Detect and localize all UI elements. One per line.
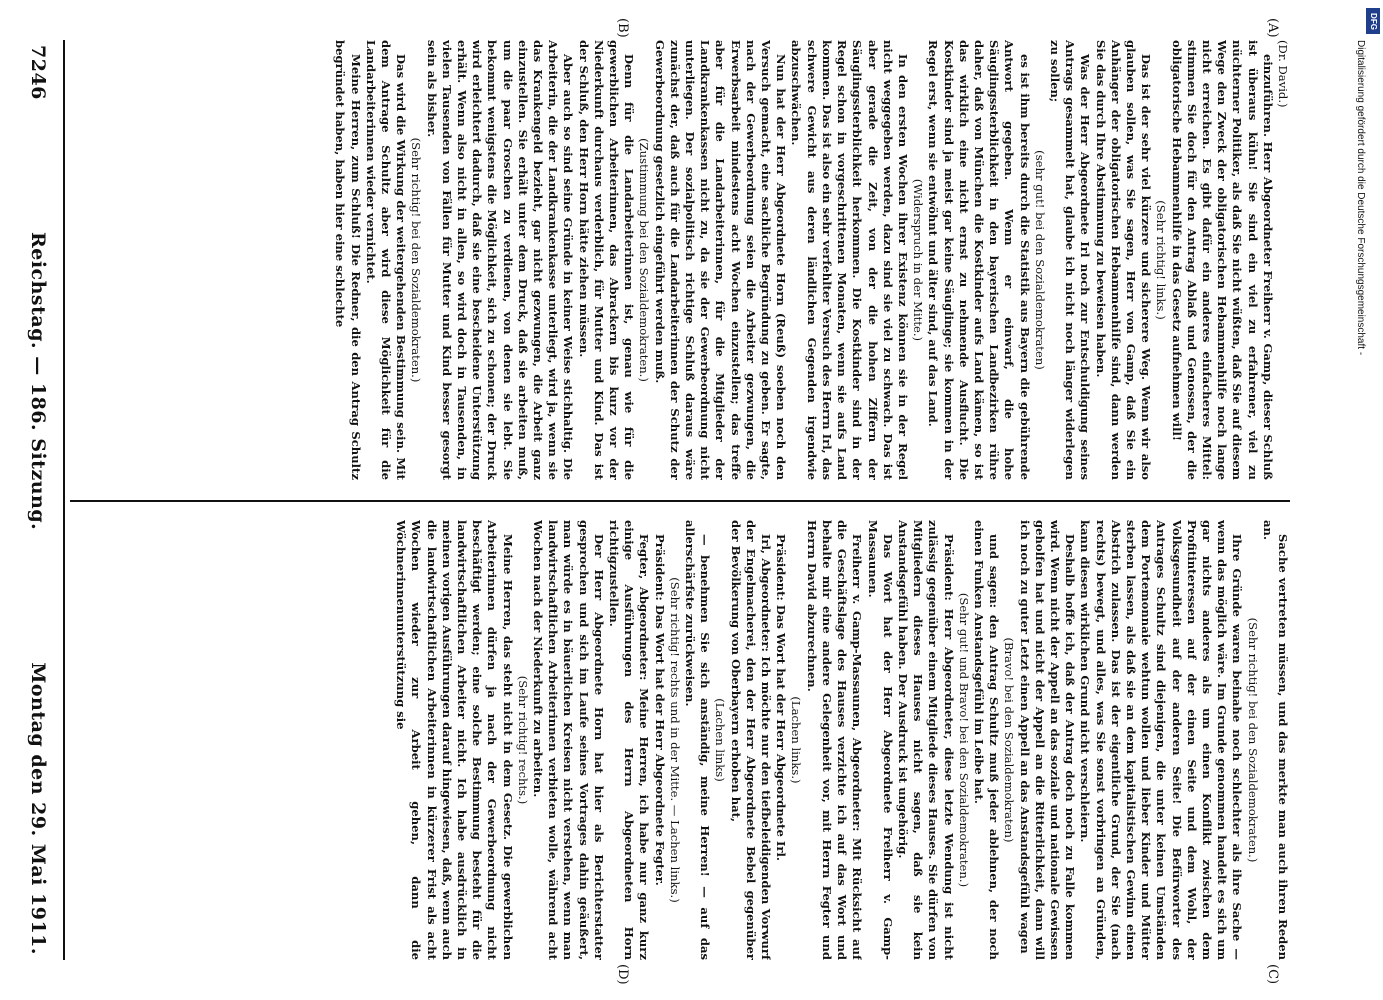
paragraph: Meine Herren, zum Schluß! Die Redner, die den Antrag Schultz begründet haben, haben hier eine schlechte xyxy=(333,40,363,480)
interjection: (Sehr richtig! rechts.) xyxy=(515,675,530,805)
paragraph: und sagen: den Antrag Schultz muß jeder ablehnen, der noch einen Funken Anstandsgefühl im Leibe hat. xyxy=(971,520,1002,960)
interjection: (Sehr gut! und Bravo! bei den Sozialdemokraten.) xyxy=(956,592,971,888)
paragraph: Das Wort hat der Herr Abgeordnete Freiherr v. Gamp-Massaunen. xyxy=(865,520,895,960)
paragraph: Präsident: Herr Abgeordneter, diese letzte Wendung ist nicht zulässig gegenüber einem Mitgliede dieses Hauses. Sie dürfen von Mitgliedern dieses Hauses nicht sagen, daß sie kein Anstandsgefühl haben. Der Ausdruck ist ungehörig. xyxy=(895,520,956,960)
paragraph: Sache vertreten müssen, und das merkte man auch ihren Reden an. xyxy=(1260,520,1290,960)
paragraph: Irl, Abgeordneter: Ich möchte nur den tiefbeleidigenden Vorwurf der Engelmacherei, den der Herr Abgeordnete Bebel gegenüber der Bevölkerung von Oberbayern erhoben hat, xyxy=(728,520,774,960)
speaker-tag: (Dr. David.) xyxy=(1276,40,1290,108)
interjection: (Zustimmung bei den Sozialdemokraten.) xyxy=(637,138,652,382)
margin-label-d: (D) xyxy=(615,964,630,985)
paragraph: In den ersten Wochen ihrer Existenz können sie in der Regel nicht weggegeben werden, dazu sind sie viel zu schwach. Das ist aber gerade die Zeit, von der die hohen Ziffern der Säuglingssterblichkeit herkommen. Die Kostkinder sind in der Regel schon in vorgeschrittenen Monaten, wenn sie aufs Land kommen. Das ist also ein sehr verfehlter Versuch des Herrn Irl, das schwere Gewicht aus deren ländlichen Gegenden irgendwie abzuschwächen. xyxy=(789,40,910,480)
digitization-credit: Digitalisierung gefördert durch die Deutsche Forschungsgemeinschaft - xyxy=(1355,40,1366,356)
interjection: (Lachen links) xyxy=(713,698,728,782)
paragraph: — benehmen Sie sich anständig, meine Herren! — auf das allerschärfste zurückweisen. xyxy=(683,520,713,960)
paragraph: Denn für die Landarbeiterinnen ist, genau wie für die gewerblichen Arbeiterinnen, das Abrackern bis kurz vor der Niederkunft durchaus verderblich, für Mutter und Kind. Das ist der Schluß, den Herr Horn hätte ziehen müssen. xyxy=(576,40,637,480)
paragraph: Aber auch so sind seine Gründe in keiner Weise stichhaltig. Die Arbeiterin, die der Landkrankenkasse unterliegt, wird ja, wenn sie das Krankengeld bezieht, gar nicht gezwungen, die Arbeit ganz einzustellen. Sie erhält unter dem Druck, daß sie arbeiten muß, um die paar Groschen zu verdienen, von denen sie lebt. Sie bekommt wenigstens die Möglichkeit, sich zu schonen; der Druck wird erleichtert dadurch, daß sie eine bescheidene Unterstützung erhält. Wenn also nicht in allen, so wird doch in Tausenden, in vielen Tausenden von Fällen für Mutter und Kind besser gesorgt sein als bisher. xyxy=(424,40,576,480)
paragraph: es ist ihm bereits durch die Statistik aus Bayern die gebührende Antwort gegeben. Wenn er einwarf, die hohe Säuglingssterblichkeit in den bayerischen Landbezirken rühre daher, daß von München die Kostkinder aufs Land kämen, so ist das wirklich eine nicht ernst zu nehmende Ausflucht. Die Kostkinder sind ja meist gar keine Säuglinge; sie kommen in der Regel erst, wenn sie entwöhnt und älter sind, auf das Land. xyxy=(926,40,1032,480)
interjection: (Widerspruch in der Mitte.) xyxy=(911,178,926,342)
interjection: (sehr gut! bei den Sozialdemokraten) xyxy=(1032,150,1047,370)
interjection: (Sehr richtig! rechts und in der Mitte. — Lachen links.) xyxy=(667,577,682,903)
page-number: 7246 xyxy=(27,45,49,100)
interjection: (Sehr richtig! links.) xyxy=(1154,200,1169,320)
paragraph: Präsident: Das Wort hat der Herr Abgeordnete Irl. xyxy=(774,534,789,861)
paragraph: Ihre Gründe waren beinahe noch schlechter als ihre Sache — wenn das möglich wäre. Im Grunde genommen handelt es sich um gar nichts anderes als um einen Konflikt zwischen dem Profitinteressen auf der einen Seite und dem Wohl, der Volksgesundheit auf der anderen Seite! Die Befürworter des Antrages Schultz sind diejenigen, die unter keinen Umständen dem Portemonnaie wehtun wollen und lieber Kinder und Mütter sterben lassen, als daß sie an dem kapitalistischen Gewinn einen Abstrich zulassen. Das ist der eigentliche Grund, der Sie (nach rechts) bewegt, und alles, was Sie sonst vorbringen an Gründen, kann diesen wirklichen Grund nicht verschleiern. xyxy=(1078,520,1245,960)
left-column xyxy=(70,40,1290,480)
margin-label-c: (C) xyxy=(1265,964,1280,985)
interjection: (Sehr richtig! bei den Sozialdemokraten.) xyxy=(409,137,424,383)
interjection: (Bravo! bei den Sozialdemokraten) xyxy=(1002,637,1017,843)
margin-label-a: (A) xyxy=(1265,18,1280,38)
paragraph: Freiherr v. Gamp-Massaunen, Abgeordneter: Mit Rücksicht auf die Geschäftslage des Hauses verzichte ich auf das Wort und behalte mir eine andere Gelegenheit vor, mit Herrn Fegter und Herrn David abzurechnen. xyxy=(804,520,865,960)
paragraph: Meine Herren, das steht nicht in dem Gesetz. Die gewerblichen Arbeiterinnen dürfen ja nach der Gewerbeordnung nicht beschäftigt werden; eine solche Bestimmung besteht für die landwirtschaftlichen Arbeiter nicht. Ich habe ausdrücklich in meinen vorigen Ausführungen darauf hingewiesen, daß, wenn auch die landwirtschaftlichen Arbeiterinnen in kürzerer Frist als acht Wochen wieder zur Arbeit gehen, dann die Wöchnerinnenunterstützung sie xyxy=(394,520,515,960)
dfg-logo: DFG xyxy=(1366,8,1380,34)
paragraph: Präsident: Das Wort hat der Herr Abgeordnete Fegter. xyxy=(652,534,667,886)
interjection: (Sehr richtig! bei den Sozialdemokraten.) xyxy=(1245,617,1260,863)
paragraph: Das wird die Wirkung der weitergehenden Bestimmung sein. Mit dem Antrage Schultz aber wird diese Möglichkeit für die Landarbeiterinnen wieder vernichtet. xyxy=(363,40,409,480)
paragraph: einzuführen. Herr Abgeordneter Freiherr v. Gamp, dieser Schluß ist überaus kühn! Sie sind ein viel zu erfahrener, viel zu nüchterner Politiker, als daß Sie nicht wüßten, daß Sie auf diesem Wege den Zweck der obligatorischen Hebammenhilfe noch lange nicht erreichen. Es gibt dafür ein anderes einfacheres Mittel: stimmen Sie doch für den Antrag Ablaß und Genossen, der die obligatorische Hebammenhilfe in das Gesetz aufnehmen will! xyxy=(1169,40,1275,480)
session-title: Reichstag. — 186. Sitzung. xyxy=(27,231,49,531)
paragraph: Fegter, Abgeordneter: Meine Herren, ich habe nur ganz kurz einige Ausführungen des Herrn Abgeordneten Horn richtigzustellen. xyxy=(607,520,652,960)
paragraph: Das ist der sehr viel kürzere und sicherere Weg. Wenn wir also glauben sollen, was Sie sagen, Herr von Gamp, daß Sie ein Anhänger der obligatorischen Hebammenhilfe sind, dann werden Sie das durch Ihre Abstimmung zu beweisen haben. xyxy=(1093,40,1154,480)
paragraph: Was der Herr Abgeordnete Irl noch zur Entschuldigung seines Antrags gesammelt hat, glaube ich nicht noch länger widerlegen zu sollen; xyxy=(1047,40,1093,480)
header-rule xyxy=(63,40,65,960)
right-column xyxy=(70,520,1290,960)
paragraph: Nun hat der Herr Abgeordnete Horn (Reuß) soeben noch den Versuch gemacht, eine sachliche Begründung zu geben. Er sagte, nach der Gewerbeordnung seien die Arbeiter gezwungen, die Erwerbsarbeit mindestens acht Wochen einzustellen; das treffe aber für die Landarbeiterinnen, für die Mitglieder der Landkrankenkassen nicht zu, da sie der Gewerbeordnung nicht unterliegen. Der sozialpolitisch richtige Schluß daraus wäre zunächst der, daß auch für die Landarbeiterinnen der Schutz der Gewerbeordnung gesetzlich eingeführt werden muß. xyxy=(652,40,789,480)
interjection: (Lachen links.) xyxy=(789,696,804,784)
page-header xyxy=(18,45,58,955)
paragraph: Deshalb hoffe ich, daß der Antrag doch noch zu Falle kommen wird. Wenn nicht der Appell an das soziale und nationale Gewissen geholfen hat und nicht der Appell an die Ritterlichkeit, dann will ich noch zu guter Letzt einen Appell an das Anstandsgefühl wagen xyxy=(1017,520,1078,960)
text-columns xyxy=(70,40,1290,960)
margin-label-b: (B) xyxy=(615,18,630,38)
paragraph: Der Herr Abgeordnete Horn hat hier als Berichterstatter gesprochen und sich im Laufe seines Vortrages dahin geäußert, man würde es in bäuerlichen Kreisen nicht verstehen, wenn man landwirtschaftlichen Arbeiterinnen verbieten wolle, während acht Wochen nach der Niederkunft zu arbeiten. xyxy=(531,520,606,960)
column-divider xyxy=(70,500,1290,502)
session-date: Montag den 29. Mai 1911. xyxy=(27,662,49,955)
